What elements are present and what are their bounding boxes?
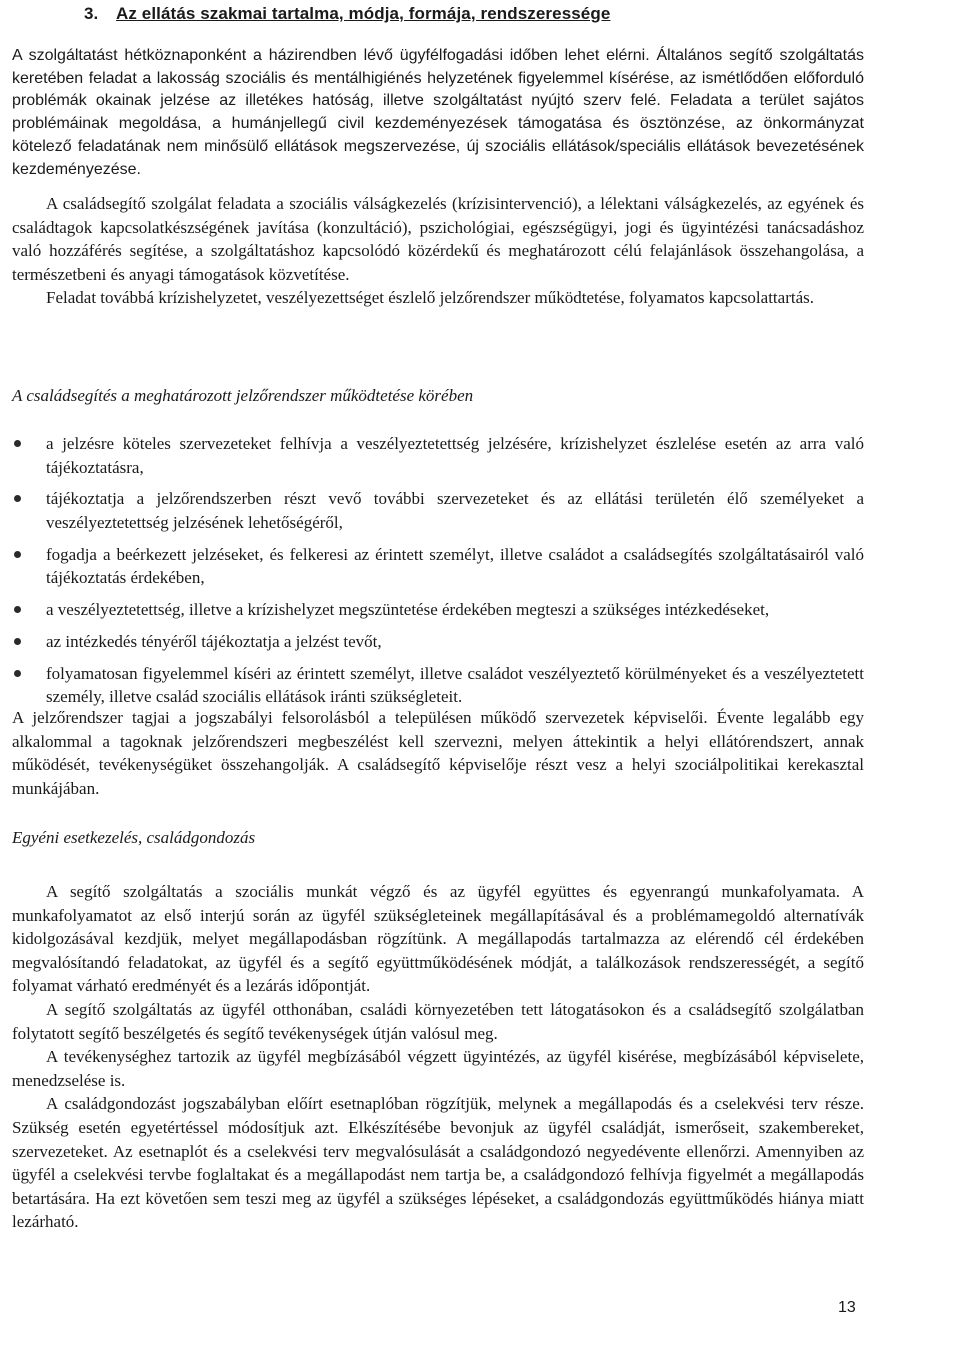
bullet-icon xyxy=(14,670,21,677)
signal-system-summary xyxy=(12,706,864,800)
bullet-icon xyxy=(14,440,21,447)
intro-block xyxy=(12,45,864,181)
case-paragraph-3: A tevékenységhez tartozik az ügyfél megbízásából végzett ügyintézés, az ügyfél kisérése, megbízásából képviselete, menedzselése is. xyxy=(12,1047,864,1090)
list-item: az intézkedés tényéről tájékoztatja a jelzést tevőt, xyxy=(12,630,864,654)
intro-paragraph-1: A szolgáltatást hétköznaponként a házirendben lévő ügyfélfogadási időben lehet elérni. Általános segítő szolgáltatás keretében feladat a lakosság szociális és mentálhigiénés helyzetének figyelemmel kísérése, az ismétlődően előforduló problémák okainak jelzése az illetékes hatóság, illetve szolgáltatást nyújtó szerv felé. Feladata a terület sajátos problémáinak megoldása, a humánjellegű civil kezdeményezések támogatása és ösztönzése, az önkormányzat kötelező feladatának nem minősülő ellátások megszervezése, új szociális ellátások/speciális ellátások bevezetésének kezdeményezése. xyxy=(12,47,864,178)
summary-paragraph: A jelzőrendszer tagjai a jogszabályi felsorolásból a településen működő szervezetek képviselői. Évente legalább egy alkalommal a tagoknak jelzőrendszeri megbeszélést kell szervezni, melyen áttekintik a helyi ellátórendszert, annak működését, tevékenységüket összehangolják. A családsegítő képviselője részt vesz a helyi szociálpolitikai kerekasztal munkájában. xyxy=(12,708,864,798)
list-item: a veszélyeztetettség, illetve a krízishelyzet megszüntetése érdekében megteszi a szükséges intézkedéseket, xyxy=(12,598,864,622)
section-title-signal-system: A családsegítés a meghatározott jelzőrendszer működtetése körében xyxy=(12,386,474,405)
intro-paragraph-3: Feladat továbbá krízishelyzetet, veszélyezettséget észlelő jelzőrendszer működtetése, folyamatos kapcsolattartás. xyxy=(46,288,814,308)
list-item: tájékoztatja a jelzőrendszerben részt vevő további szervezeteket és az ellátási területén élő személyeket a veszélyeztetettség jelzésének lehetőségéről, xyxy=(12,487,864,534)
heading-number: 3. xyxy=(84,4,99,23)
case-paragraph-1: A segítő szolgáltatás a szociális munkát végző és az ügyfél együttes és egyenrangú munkafolyamata. A munkafolyamatot az első interjú során az ügyfél szükségleteinek megállapításával és a problémamegoldó alternatívák kidolgozásával kezdjük, melyet megállapodásban rögzítünk. A megállapodás tartalmazza az elérendő cél érdekében megvalósítandó feladatokat, az ügyfél és a segítő együttműködésének módját, a találkozások rendszerességét, a segítő folyamat várható eredményét és a lezárás időpontját. xyxy=(12,882,864,996)
list-item: a jelzésre köteles szervezeteket felhívja a veszélyeztetettség jelzésére, krízishelyzet észlelése esetén az arra való tájékoztatásra, xyxy=(12,432,864,479)
case-management-block xyxy=(12,880,864,1234)
signal-system-list xyxy=(12,432,864,717)
list-item: fogadja a beérkezett jelzéseket, és felkeresi az érintett személyt, illetve családot a családsegítés szolgáltatásairól való tájékoztatás érdekében, xyxy=(12,543,864,590)
bullet-icon xyxy=(14,638,21,645)
bullet-icon xyxy=(14,495,21,502)
bullet-icon xyxy=(14,606,21,613)
section-title-case-management: Egyéni esetkezelés, családgondozás xyxy=(12,828,256,847)
page-number: 13 xyxy=(838,1299,856,1316)
intro-block-2 xyxy=(12,192,864,310)
heading-title: Az ellátás szakmai tartalma, módja, formája, rendszeressége xyxy=(116,4,611,23)
section-heading xyxy=(84,4,610,24)
case-paragraph-4: A családgondozást jogszabályban előírt esetnaplóban rögzítjük, melynek a megállapodás és a cselekvési terv része. Szükség esetén egyetértéssel módosítjuk azt. Elkészítésébe bevonjuk az ügyfél családját, ismerőseit, szakembereket, szervezeteket. Az esetnaplót és a cselekvési terv megvalósulását a családgondozó negyedévente ellenőrzi. Amennyiben az ügyfél a cselekvési tervbe foglaltakat és a megállapodást nem tartja be, a családgondozó felhívja figyelmét a megállapodás betartására. Ha ezt követően sem teszi meg az ügyfél a szükséges lépéseket, a családgondozás együttműködés hiánya miatt lezárható. xyxy=(12,1094,864,1232)
bullet-icon xyxy=(14,551,21,558)
case-paragraph-2: A segítő szolgáltatás az ügyfél otthonában, családi környezetében tett látogatásokon és a családsegítő szolgálatban folytatott segítő beszélgetés és segítő tevékenységek útján valósul meg. xyxy=(12,999,864,1043)
list-item: folyamatosan figyelemmel kíséri az érintett személyt, illetve családot veszélyeztető körülményeket és a veszélyeztetett személy, illetve család szociális ellátások iránti szükségleteit. xyxy=(12,662,864,709)
intro-paragraph-2: A családsegítő szolgálat feladata a szociális válságkezelés (krízisintervenció), a lélektani válságkezelés, az egyének és családtagok kapcsolatkészségének javítása (konzultáció), pszichológiai, egészségügyi, jogi és ügyintézési tanácsadáshoz való hozzáférés segítése, a szolgáltatáshoz kapcsolódó közérdekű és meghatározott célú felajánlások összehangolása, a természetbeni és anyagi támogatások közvetítése. xyxy=(12,194,864,284)
